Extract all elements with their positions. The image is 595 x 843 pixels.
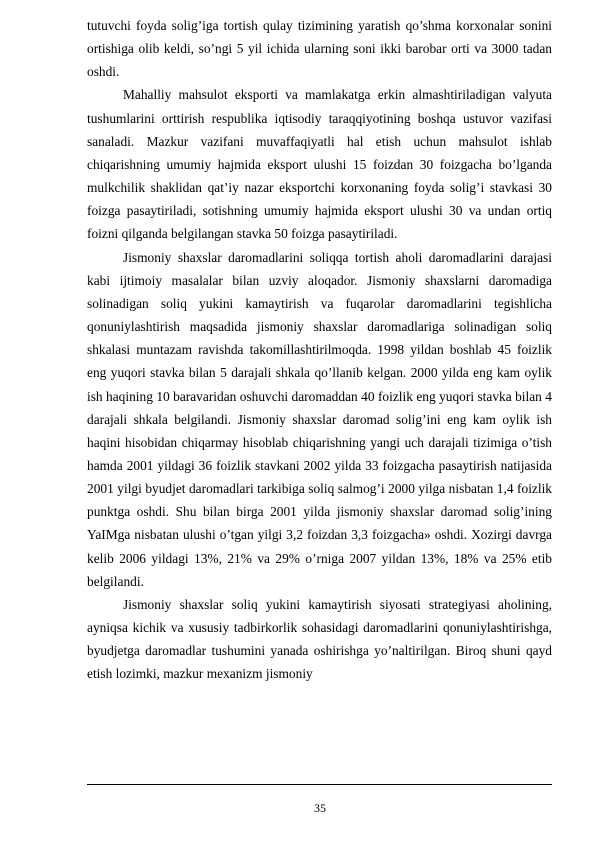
footer-divider — [87, 784, 552, 785]
paragraph-export-tax: Mahalliy mahsulot eksporti va mamlakatga erkin almashtiriladigan valyuta tushumlarini orttirish respublika iqtisodiy taraqqiyotining boshqa ustuvor vazifasi sanaladi. Mazkur vazifani muvaffaqiyatli hal etish uchun mahsulot ishlab chiqarishning umumiy hajmida eksport ulushi 15 foizdan 30 foizgacha bo’lganda mulkchilik shaklidan qat’iy nazar eksportchi korxonaning foyda solig’i stavkasi 30 foizga pasaytiriladi, sotishning umumiy hajmida eksport ulushi 30 va undan ortiq foizni qilganda belgilangan stavka 50 foizga pasaytiriladi. — [87, 87, 552, 242]
paragraph-personal-income-tax: Jismoniy shaxslar daromadlarini soliqqa tortish aholi daromadlarini darajasi kabi ijtimoiy masalalar bilan uzviy aloqador. Jismoniy shaxslarni daromadiga solinadigan soliq yukini kamaytirish va fuqarolar daromadlarini tegishlicha qonuniylashtirish maqsadida jismoniy shaxslar daromadlariga solinadigan soliq shkalasi muntazam ravishda takomillashtirilmoqda. 1998 yildan boshlab 45 foizlik eng yuqori stavka bilan 5 darajali shkala qo’llanib kelgan. 2000 yilda eng kam oylik ish haqining 10 baravaridan oshuvchi daromaddan 40 foizlik eng yuqori stavka bilan 4 darajali shkala belgilandi. Jismoniy shaxslar daromad solig’ini eng kam oylik ish haqini hisobidan chiqarmay hisoblab chiqarishning yangi uch darajali tizimiga o’tish hamda 2001 yildagi 36 foizlik stavkani 2002 yilda 33 foizgacha pasaytirish natijasida 2001 yilgi byudjet daromadlari tarkibiga soliq salmog’i 2000 yilga nisbatan 1,4 foizlik punktga oshdi. Shu bilan birga 2001 yilda jismoniy shaxslar daromad solig’ining YaIMga nisbatan ulushi o’tgan yilgi 3,2 foizdan 3,3 foizgacha» oshdi. Xozirgi davrga kelib 2006 yildagi 13%, 21% va 29% o’rniga 2007 yildan 13%, 18% va 25% etib belgilandi. — [87, 249, 552, 589]
page-number: 35 — [314, 801, 326, 815]
document-body — [87, 14, 552, 686]
paragraph-tax-burden-policy: Jismoniy shaxslar soliq yukini kamaytirish siyosati strategiyasi aholining, ayniqsa kichik va xususiy tadbirkorlik sohasidagi daromadlarini qonuniylashtirishga, byudjetga daromadlar tushumini yanada oshirishga yo’naltirilgan. Biroq shuni qayd etish lozimki, mazkur mexanizm jismoniy — [87, 596, 552, 682]
paragraph-continuation: tutuvchi foyda solig’iga tortish qulay tizimining yaratish qo’shma korxonalar sonini ortishiga olib keldi, so’ngi 5 yil ichida ularning soni ikki barobar orti va 3000 tadan oshdi. — [87, 18, 552, 80]
